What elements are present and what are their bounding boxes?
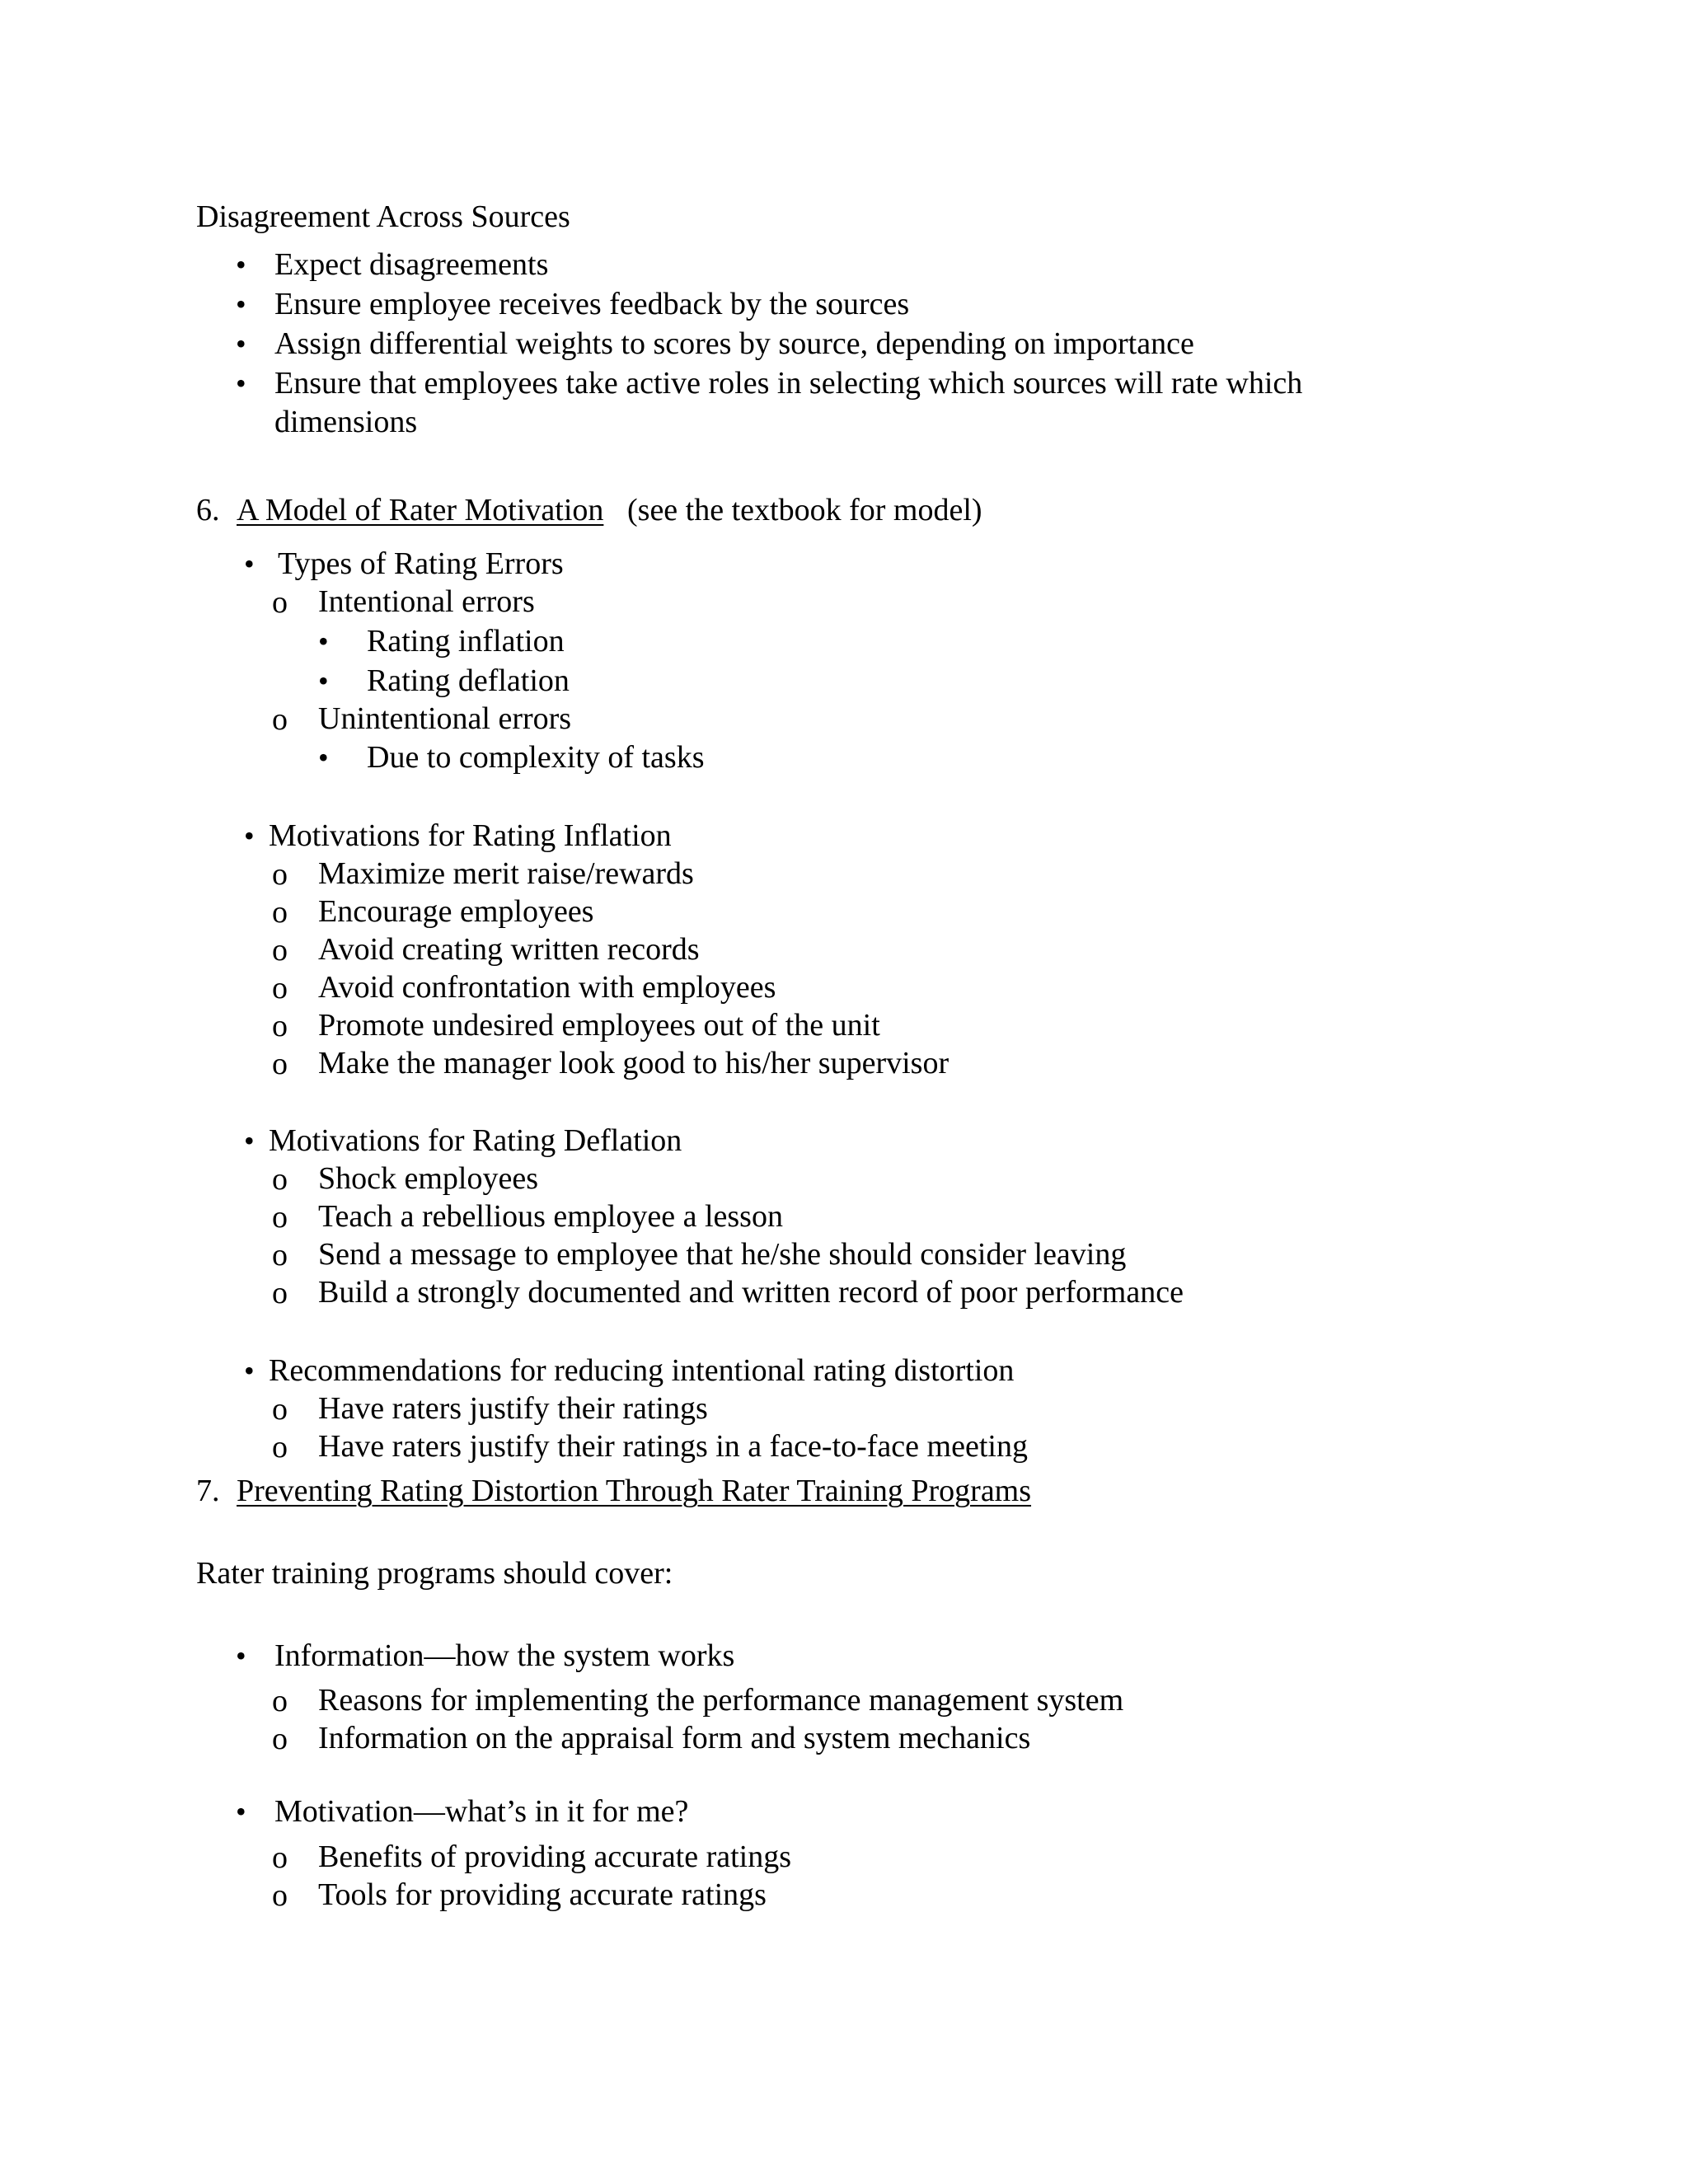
motivation-item: Tools for providing accurate ratings (318, 1877, 767, 1912)
bullet-icon: • (244, 819, 255, 852)
inflation-item: Avoid creating written records (318, 932, 700, 967)
circle-bullet-icon: o (272, 1722, 288, 1756)
section-6-number: 6. (196, 493, 220, 527)
information-item: Information on the appraisal form and system mechanics (318, 1721, 1031, 1755)
section-7-intro: Rater training programs should cover: (196, 1556, 673, 1591)
disagreement-item: Ensure employee receives feedback by the sources (274, 287, 910, 321)
recommendations-item: Have raters justify their ratings in a face-to-face meeting (318, 1429, 1028, 1464)
inflation-item: Maximize merit raise/rewards (318, 856, 694, 891)
circle-bullet-icon: o (272, 857, 288, 892)
bullet-icon: • (236, 327, 246, 360)
circle-bullet-icon: o (272, 702, 288, 737)
circle-bullet-icon: o (272, 895, 288, 930)
information-heading: Information—how the system works (274, 1638, 735, 1673)
section-6-title: A Model of Rater Motivation (237, 493, 604, 527)
deflation-heading: Motivations for Rating Deflation (269, 1123, 682, 1158)
bullet-icon: • (236, 248, 246, 281)
circle-bullet-icon: o (272, 1430, 288, 1465)
inflation-item: Encourage employees (318, 894, 594, 929)
motivation-heading: Motivation—what’s in it for me? (274, 1794, 689, 1829)
circle-bullet-icon: o (272, 933, 288, 968)
intentional-item: Rating deflation (367, 663, 570, 698)
deflation-item: Build a strongly documented and written record of poor performance (318, 1275, 1184, 1310)
circle-bullet-icon: o (272, 1276, 288, 1310)
bullet-icon: • (244, 1124, 255, 1157)
disagreement-item: Ensure that employees take active roles in selecting which sources will rate which (274, 366, 1303, 401)
circle-bullet-icon: o (272, 1238, 288, 1272)
bullet-icon: • (318, 741, 329, 774)
deflation-item: Shock employees (318, 1161, 539, 1196)
unintentional-item: Due to complexity of tasks (367, 740, 705, 775)
bullet-icon: • (244, 547, 255, 580)
deflation-item: Teach a rebellious employee a lesson (318, 1199, 783, 1234)
inflation-heading: Motivations for Rating Inflation (269, 818, 672, 853)
inflation-item: Promote undesired employees out of the unit (318, 1008, 880, 1043)
circle-bullet-icon: o (272, 585, 288, 620)
circle-bullet-icon: o (272, 1200, 288, 1235)
recommendations-item: Have raters justify their ratings (318, 1391, 708, 1426)
bullet-icon: • (236, 1795, 246, 1828)
bullet-icon: • (236, 367, 246, 400)
bullet-icon: • (318, 664, 329, 697)
bullet-icon: • (236, 1639, 246, 1672)
types-intentional: Intentional errors (318, 584, 535, 619)
disagreement-heading: Disagreement Across Sources (196, 199, 570, 234)
inflation-item: Avoid confrontation with employees (318, 970, 776, 1005)
circle-bullet-icon: o (272, 1162, 288, 1197)
bullet-icon: • (244, 1354, 255, 1387)
circle-bullet-icon: o (272, 1878, 288, 1913)
types-heading: Types of Rating Errors (278, 546, 564, 581)
motivation-item: Benefits of providing accurate ratings (318, 1840, 792, 1874)
circle-bullet-icon: o (272, 971, 288, 1005)
circle-bullet-icon: o (272, 1840, 288, 1875)
disagreement-item: Assign differential weights to scores by source, depending on importance (274, 326, 1194, 361)
recommendations-heading: Recommendations for reducing intentional rating distortion (269, 1353, 1015, 1388)
disagreement-item-continuation: dimensions (274, 405, 418, 439)
disagreement-item: Expect disagreements (274, 247, 549, 282)
inflation-item: Make the manager look good to his/her supervisor (318, 1046, 950, 1080)
intentional-item: Rating inflation (367, 624, 565, 658)
circle-bullet-icon: o (272, 1684, 288, 1718)
section-6-note: (see the textbook for model) (627, 493, 982, 527)
circle-bullet-icon: o (272, 1009, 288, 1043)
circle-bullet-icon: o (272, 1047, 288, 1081)
deflation-item: Send a message to employee that he/she should consider leaving (318, 1237, 1127, 1272)
types-unintentional: Unintentional errors (318, 701, 572, 736)
circle-bullet-icon: o (272, 1392, 288, 1427)
section-7-number: 7. (196, 1474, 220, 1508)
section-7-title: Preventing Rating Distortion Through Rater Training Programs (237, 1474, 1032, 1508)
bullet-icon: • (236, 288, 246, 321)
bullet-icon: • (318, 625, 329, 658)
information-item: Reasons for implementing the performance management system (318, 1683, 1124, 1718)
